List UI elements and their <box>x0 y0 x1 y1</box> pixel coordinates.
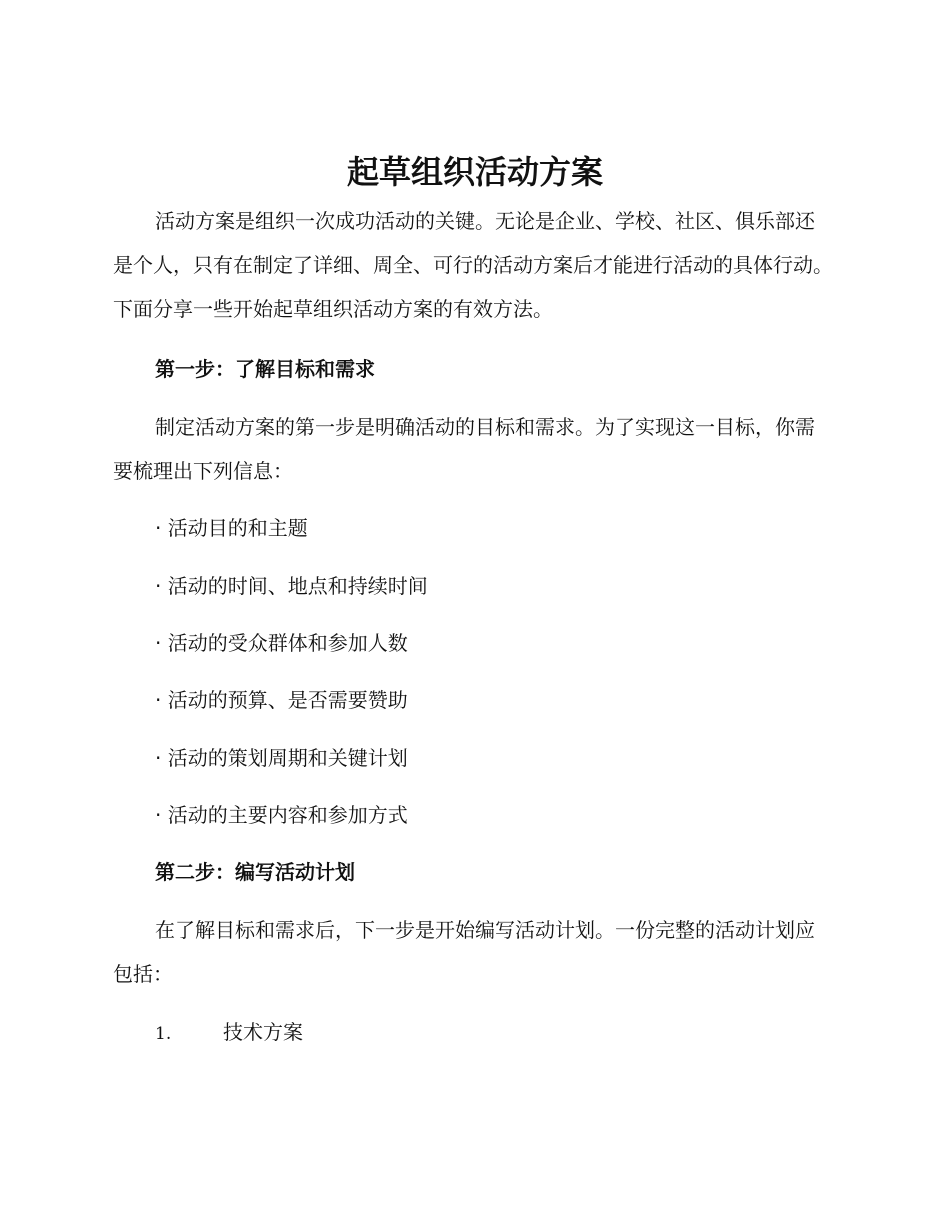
bullet-item: · 活动的预算、是否需要赞助 <box>155 688 408 712</box>
step1-heading: 第一步：了解目标和需求 <box>155 357 375 381</box>
numbered-item <box>155 1017 303 1049</box>
step2-heading: 第二步：编写活动计划 <box>155 860 355 884</box>
intro-paragraph: 活动方案是组织一次成功活动的关键。无论是企业、学校、社区、俱乐部还是个人，只有在制定了详细、周全、可行的活动方案后才能进行活动的具体行动。下面分享一些开始起草组织活动方案的有效方法。 <box>113 209 833 321</box>
bullet-item: · 活动的主要内容和参加方式 <box>155 803 408 827</box>
item-text: 技术方案 <box>223 1020 303 1044</box>
step2-paragraph: 在了解目标和需求后，下一步是开始编写活动计划。一份完整的活动计划应包括： <box>113 918 815 986</box>
bullet-item: · 活动的策划周期和关键计划 <box>155 746 408 770</box>
bullet-item: · 活动目的和主题 <box>155 516 308 540</box>
bullet-item: · 活动的时间、地点和持续时间 <box>155 574 428 598</box>
document-title: 起草组织活动方案 <box>346 153 603 191</box>
step1-paragraph: 制定活动方案的第一步是明确活动的目标和需求。为了实现这一目标，你需要梳理出下列信息： <box>113 415 815 483</box>
item-number: 1. <box>155 1024 172 1044</box>
bullet-item: · 活动的受众群体和参加人数 <box>155 631 408 655</box>
